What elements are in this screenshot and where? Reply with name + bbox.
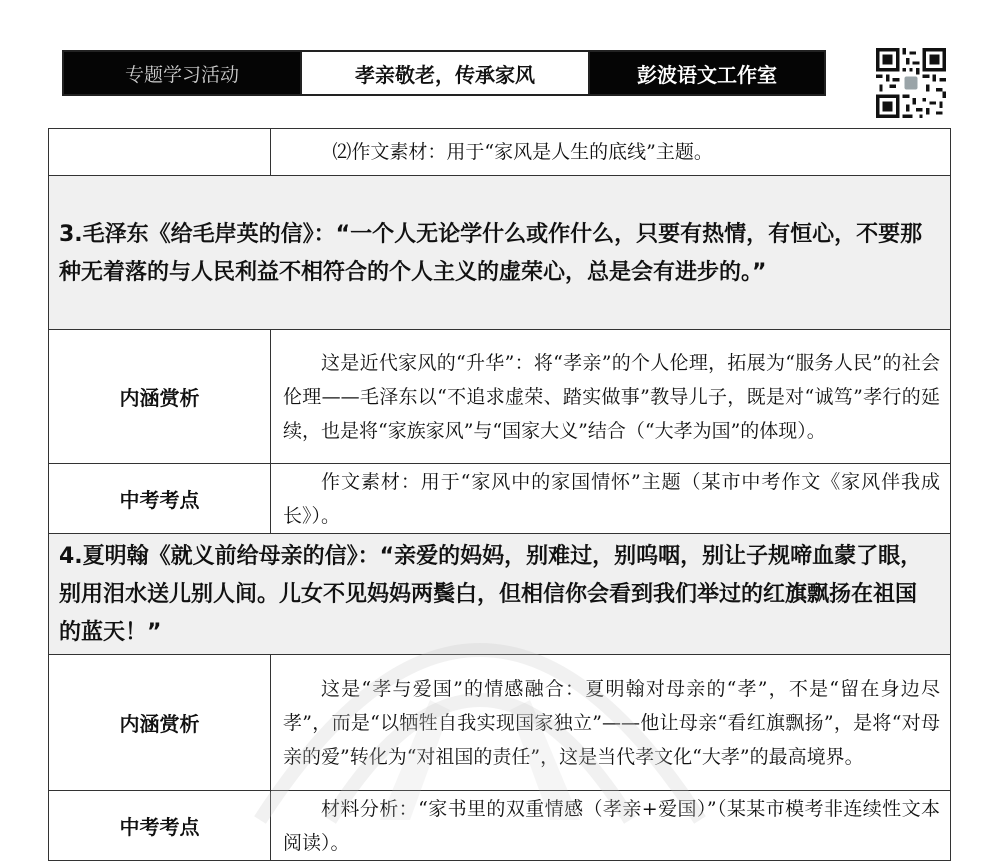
- content-cell: ⑵作文素材：用于“家风是人生的底线”主题。: [271, 129, 951, 176]
- analysis-text: 这是近代家风的“升华”：将“孝亲”的个人伦理，拓展为“服务人民”的社会伦理——毛泽东以“不追求虚荣、踏实做事”教导儿子，既是对“诚笃”孝行的延续，也是将“家族家风”与“国家大义”结合（“大孝为国”的体现）。: [271, 330, 951, 464]
- section-row-4: [49, 534, 951, 655]
- table-row: [49, 655, 951, 791]
- exam-text: 材料分析：“家书里的双重情感（孝亲+爱国）”（某某市模考非连续性文本阅读）。: [271, 791, 951, 861]
- table-row: [49, 330, 951, 464]
- empty-label-cell: [49, 129, 271, 176]
- studio-name: 彭波语文工作室: [588, 50, 826, 96]
- content-table: [48, 128, 951, 861]
- exam-text: 作文素材：用于“家风中的家国情怀”主题（某市中考作文《家风伴我成长》）。: [271, 464, 951, 534]
- section-heading-3: 3.毛泽东《给毛岸英的信》：“一个人无论学什么或作什么，只要有热情，有恒心，不要那种无着落的与人民利益不相符合的个人主义的虚荣心，总是会有进步的。”: [49, 176, 951, 330]
- topic-title: 孝亲敬老，传承家风: [302, 50, 588, 96]
- header-bar: [62, 50, 826, 96]
- section-heading-4: 4.夏明翰《就义前给母亲的信》：“亲爱的妈妈，别难过，别呜咽，别让子规啼血蒙了眼，别用泪水送儿别人间。儿女不见妈妈两鬓白，但相信你会看到我们举过的红旗飘扬在祖国的蓝天！”: [49, 534, 951, 655]
- analysis-label: 内涵赏析: [49, 655, 271, 791]
- analysis-label: 内涵赏析: [49, 330, 271, 464]
- exam-label: 中考考点: [49, 791, 271, 861]
- qr-code-icon: [876, 48, 946, 118]
- exam-label: 中考考点: [49, 464, 271, 534]
- table-row: [49, 129, 951, 176]
- table-row: [49, 464, 951, 534]
- activity-label: 专题学习活动: [62, 50, 302, 96]
- analysis-text: 这是“孝与爱国”的情感融合：夏明翰对母亲的“孝”，不是“留在身边尽孝”，而是“以牺牲自我实现国家独立”——他让母亲“看红旗飘扬”，是将“对母亲的爱”转化为“对祖国的责任”，这是当代孝文化“大孝”的最高境界。: [271, 655, 951, 791]
- table-row: [49, 791, 951, 861]
- section-row-3: [49, 176, 951, 330]
